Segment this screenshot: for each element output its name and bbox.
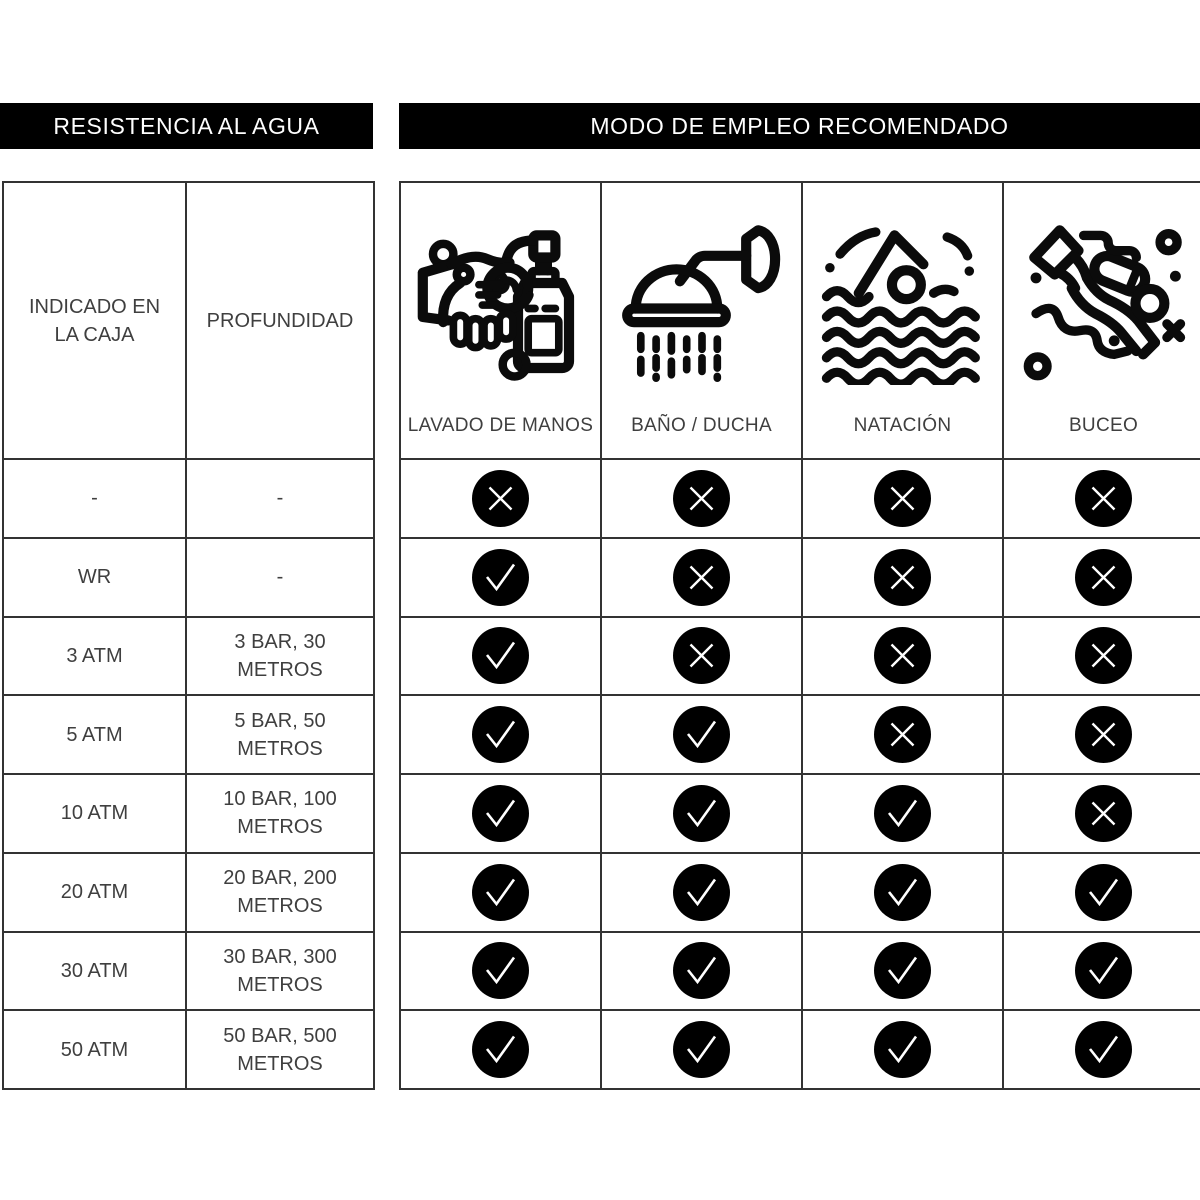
cell-indicado-row-5: 20 ATM [3,853,186,932]
recommended-use-table [399,181,1200,1090]
column-header-indicado-en-la-caja: INDICADO EN LA CAJA [3,182,186,459]
recommended-mark-cell-r7-c1 [601,1010,802,1089]
not-recommended-mark-cell-r2-c3 [1003,617,1200,696]
check-glyph [1075,1021,1132,1078]
cross-glyph [472,470,529,527]
check-circle-icon [673,1021,730,1078]
cross-glyph [874,470,931,527]
recommended-mark-cell-r5-c1 [601,853,802,932]
check-circle-icon [472,864,529,921]
cross-circle-icon [1075,627,1132,684]
cell-indicado-row-6: 30 ATM [3,932,186,1011]
activity-label: LAVADO DE MANOS [407,415,594,437]
recommended-mark-cell-r2-c0 [400,617,601,696]
shower-icon [606,193,797,407]
cell-indicado-row-0: - [3,459,186,538]
activity-label: BUCEO [1068,415,1139,437]
not-recommended-mark-cell-r3-c3 [1003,695,1200,774]
cross-glyph [874,706,931,763]
cell-profundidad-row-5: 20 BAR, 200 METROS [186,853,374,932]
cross-glyph [1075,470,1132,527]
cross-circle-icon [874,627,931,684]
diving-icon [1008,193,1199,407]
check-circle-icon [673,942,730,999]
cross-circle-icon [874,470,931,527]
recommended-mark-cell-r4-c0 [400,774,601,853]
recommended-mark-cell-r4-c1 [601,774,802,853]
cross-circle-icon [1075,785,1132,842]
cell-profundidad-row-4: 10 BAR, 100 METROS [186,774,374,853]
cell-profundidad-row-7: 50 BAR, 500 METROS [186,1010,374,1089]
recommended-mark-cell-r3-c1 [601,695,802,774]
cross-glyph [874,627,931,684]
not-recommended-mark-cell-r0-c2 [802,459,1003,538]
check-circle-icon [1075,864,1132,921]
check-glyph [874,1021,931,1078]
check-glyph [673,1021,730,1078]
cross-circle-icon [874,706,931,763]
cell-indicado-row-3: 5 ATM [3,695,186,774]
cross-circle-icon [1075,470,1132,527]
check-circle-icon [673,864,730,921]
activity-header-diving [1003,182,1200,459]
cell-profundidad-row-3: 5 BAR, 50 METROS [186,695,374,774]
not-recommended-mark-cell-r3-c2 [802,695,1003,774]
not-recommended-mark-cell-r0-c1 [601,459,802,538]
check-glyph [1075,942,1132,999]
activity-label: BAÑO / DUCHA [631,415,772,437]
check-circle-icon [1075,1021,1132,1078]
check-glyph [472,1021,529,1078]
cross-glyph [874,549,931,606]
recommended-mark-cell-r7-c0 [400,1010,601,1089]
not-recommended-mark-cell-r2-c2 [802,617,1003,696]
recommended-mark-cell-r7-c3 [1003,1010,1200,1089]
cell-indicado-row-1: WR [3,538,186,617]
cross-circle-icon [673,470,730,527]
cross-circle-icon [673,627,730,684]
check-glyph [1075,864,1132,921]
not-recommended-mark-cell-r1-c2 [802,538,1003,617]
recommended-mark-cell-r5-c0 [400,853,601,932]
resistance-table [2,181,375,1090]
not-recommended-mark-cell-r0-c0 [400,459,601,538]
right-section-header [399,103,1200,149]
check-circle-icon [874,942,931,999]
check-glyph [874,785,931,842]
cross-glyph [1075,627,1132,684]
handwash-icon [405,193,596,407]
check-circle-icon [472,627,529,684]
check-circle-icon [1075,942,1132,999]
check-circle-icon [472,549,529,606]
cell-profundidad-row-2: 3 BAR, 30 METROS [186,617,374,696]
recommended-mark-cell-r5-c2 [802,853,1003,932]
cross-glyph [673,627,730,684]
cell-profundidad-row-6: 30 BAR, 300 METROS [186,932,374,1011]
cell-indicado-row-4: 10 ATM [3,774,186,853]
swimming-icon [807,193,998,407]
check-glyph [673,706,730,763]
check-glyph [874,942,931,999]
check-glyph [472,864,529,921]
cell-indicado-row-2: 3 ATM [3,617,186,696]
not-recommended-mark-cell-r1-c1 [601,538,802,617]
check-glyph [472,549,529,606]
check-circle-icon [673,785,730,842]
recommended-mark-cell-r5-c3 [1003,853,1200,932]
recommended-mark-cell-r6-c2 [802,932,1003,1011]
not-recommended-mark-cell-r4-c3 [1003,774,1200,853]
check-circle-icon [472,706,529,763]
recommended-mark-cell-r1-c0 [400,538,601,617]
activity-label: NATACIÓN [853,415,952,437]
activity-header-shower [601,182,802,459]
cell-profundidad-row-0: - [186,459,374,538]
check-glyph [472,942,529,999]
recommended-mark-cell-r4-c2 [802,774,1003,853]
cross-circle-icon [673,549,730,606]
check-glyph [472,627,529,684]
column-header-profundidad: PROFUNDIDAD [186,182,374,459]
cross-circle-icon [472,470,529,527]
cross-glyph [673,470,730,527]
check-circle-icon [874,1021,931,1078]
check-circle-icon [472,785,529,842]
check-circle-icon [472,942,529,999]
recommended-mark-cell-r7-c2 [802,1010,1003,1089]
activity-header-swimming [802,182,1003,459]
cross-glyph [1075,785,1132,842]
check-circle-icon [874,785,931,842]
activity-header-handwash [400,182,601,459]
check-circle-icon [874,864,931,921]
cross-glyph [673,549,730,606]
right-section-title: MODO DE EMPLEO RECOMENDADO [590,112,1009,139]
cross-glyph [1075,549,1132,606]
check-circle-icon [472,1021,529,1078]
check-glyph [874,864,931,921]
check-glyph [673,942,730,999]
check-glyph [673,864,730,921]
check-glyph [673,785,730,842]
check-glyph [472,706,529,763]
check-circle-icon [673,706,730,763]
cross-circle-icon [1075,706,1132,763]
not-recommended-mark-cell-r0-c3 [1003,459,1200,538]
check-glyph [472,785,529,842]
not-recommended-mark-cell-r2-c1 [601,617,802,696]
cell-profundidad-row-1: - [186,538,374,617]
left-section-header [0,103,373,149]
not-recommended-mark-cell-r1-c3 [1003,538,1200,617]
recommended-mark-cell-r3-c0 [400,695,601,774]
left-section-title: RESISTENCIA AL AGUA [53,112,320,139]
cross-circle-icon [1075,549,1132,606]
recommended-mark-cell-r6-c3 [1003,932,1200,1011]
cross-glyph [1075,706,1132,763]
recommended-mark-cell-r6-c0 [400,932,601,1011]
recommended-mark-cell-r6-c1 [601,932,802,1011]
cross-circle-icon [874,549,931,606]
cell-indicado-row-7: 50 ATM [3,1010,186,1089]
